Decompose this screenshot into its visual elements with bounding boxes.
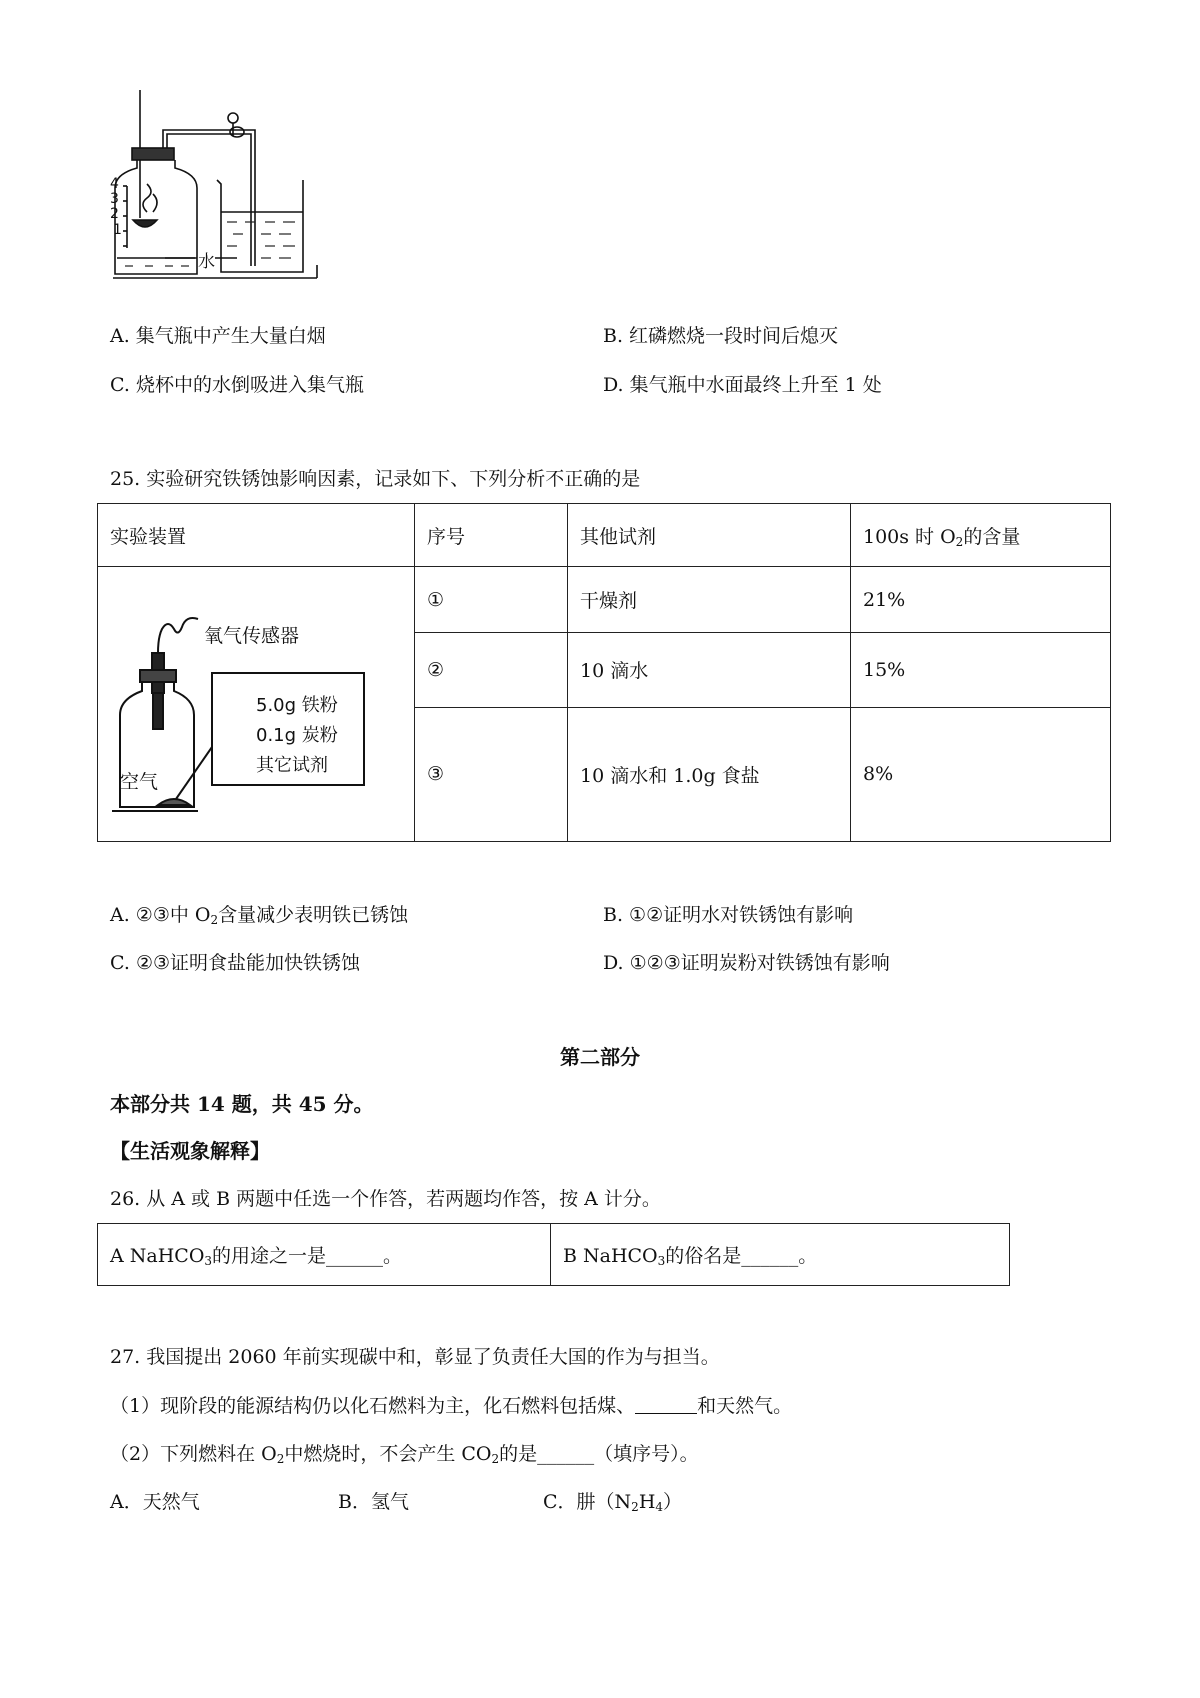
q25-option-a-post: 含量减少表明铁已锈蚀 — [218, 904, 409, 926]
combustion-apparatus-diagram — [105, 88, 345, 303]
row1-o2: 21% — [851, 567, 1111, 633]
box-line-iron: 5.0g 铁粉 — [256, 695, 338, 716]
oxygen-sensor-label: 氧气传感器 — [204, 625, 300, 647]
header-o2-sub: 2 — [955, 534, 964, 549]
q27-part2-sub1: 2 — [276, 1452, 285, 1466]
q25-option-c: C. ②③证明食盐能加快铁锈蚀 — [110, 952, 361, 974]
scale-mark-2: 2 — [110, 206, 119, 222]
q26-option-b-post: 的俗名是______。 — [665, 1245, 818, 1267]
q27-part1-pre: （1）现阶段的能源结构仍以化石燃料为主，化石燃料包括煤、 — [110, 1395, 636, 1417]
header-o2-pre: 100s 时 O — [863, 525, 956, 548]
header-device: 实验装置 — [98, 504, 415, 567]
q27-option-c-mid: H — [638, 1491, 656, 1513]
q24-option-a: A. 集气瓶中产生大量白烟 — [110, 325, 326, 347]
q26-choice-table — [97, 1223, 1010, 1286]
row2-number: ② — [415, 633, 568, 707]
header-reagent: 其他试剂 — [568, 504, 851, 567]
header-o2 — [851, 504, 1111, 567]
q27-part1 — [110, 1393, 792, 1419]
q26-option-a-pre: A NaHCO — [110, 1245, 205, 1267]
row2-reagent: 10 滴水 — [568, 633, 851, 707]
part2-title: 第二部分 — [560, 1045, 640, 1069]
iron-rust-apparatus-figure — [98, 567, 402, 841]
q27-part2-sub2: 2 — [491, 1452, 500, 1466]
q27-option-b: B．氢气 — [338, 1491, 409, 1513]
q27-option-c-post: ） — [663, 1491, 683, 1513]
header-number: 序号 — [415, 504, 568, 567]
row3-reagent: 10 滴水和 1.0g 食盐 — [568, 707, 851, 842]
q27-part1-post: 和天然气。 — [697, 1395, 793, 1417]
scale-mark-4: 4 — [110, 176, 119, 192]
q25-option-d: D. ①②③证明炭粉对铁锈蚀有影响 — [603, 952, 890, 974]
q25-data-table — [97, 503, 1111, 842]
air-label: 空气 — [120, 771, 159, 793]
q27-option-c-sub2: 4 — [655, 1500, 664, 1514]
iron-rust-diagram — [98, 567, 402, 841]
q27-option-c — [543, 1489, 682, 1515]
q27-part2 — [110, 1441, 699, 1467]
q24-option-c: C. 烧杯中的水倒吸进入集气瓶 — [110, 374, 364, 396]
water-label: 水 — [198, 252, 215, 272]
q26-option-a-post: 的用途之一是______。 — [212, 1245, 403, 1267]
part2-summary: 本部分共 14 题，共 45 分。 — [110, 1092, 374, 1116]
q27-part1-blank[interactable] — [635, 1393, 697, 1414]
header-o2-post: 的含量 — [963, 525, 1021, 548]
device-figure-cell — [98, 567, 415, 842]
box-line-carbon: 0.1g 炭粉 — [256, 725, 338, 746]
q26-option-a-sub: 3 — [204, 1254, 213, 1268]
q27-part2-mid: 中燃烧时，不会产生 CO — [284, 1443, 492, 1465]
scale-mark-1: 1 — [113, 222, 122, 238]
q26-option-b-sub: 3 — [657, 1254, 666, 1268]
scale-mark-3: 3 — [110, 191, 119, 207]
q26-option-a — [98, 1224, 551, 1286]
q25-option-a-sub: 2 — [210, 913, 219, 927]
box-line-other: 其它试剂 — [256, 755, 328, 776]
q25-option-b: B. ①②证明水对铁锈蚀有影响 — [603, 904, 854, 926]
row2-o2: 15% — [851, 633, 1111, 707]
row1-number: ① — [415, 567, 568, 633]
q24-option-d: D. 集气瓶中水面最终上升至 1 处 — [603, 374, 882, 396]
q27-option-c-sub1: 2 — [631, 1500, 639, 1514]
section-heading: 【生活观象解释】 — [110, 1139, 270, 1163]
q26-option-b — [551, 1224, 1010, 1286]
q25-option-a — [110, 902, 408, 928]
q26-stem: 26. 从 A 或 B 两题中任选一个作答，若两题均作答，按 A 计分。 — [110, 1188, 661, 1210]
q24-apparatus-figure — [105, 88, 345, 303]
q27-option-a: A．天然气 — [110, 1491, 200, 1513]
q24-option-b: B. 红磷燃烧一段时间后熄灭 — [603, 325, 839, 347]
row3-number: ③ — [415, 707, 568, 842]
row1-reagent: 干燥剂 — [568, 567, 851, 633]
q25-stem: 25. 实验研究铁锈蚀影响因素，记录如下、下列分析不正确的是 — [110, 468, 641, 490]
q27-option-c-pre: C．肼（N — [543, 1491, 632, 1513]
q25-option-a-pre: A. ②③中 O — [110, 904, 211, 926]
row3-o2: 8% — [851, 707, 1111, 842]
q27-part2-pre: （2）下列燃料在 O — [110, 1443, 277, 1465]
q27-part2-post: 的是______（填序号）。 — [499, 1443, 699, 1465]
q27-stem: 27. 我国提出 2060 年前实现碳中和，彰显了负责任大国的作为与担当。 — [110, 1346, 720, 1368]
q26-option-b-pre: B NaHCO — [563, 1245, 658, 1267]
